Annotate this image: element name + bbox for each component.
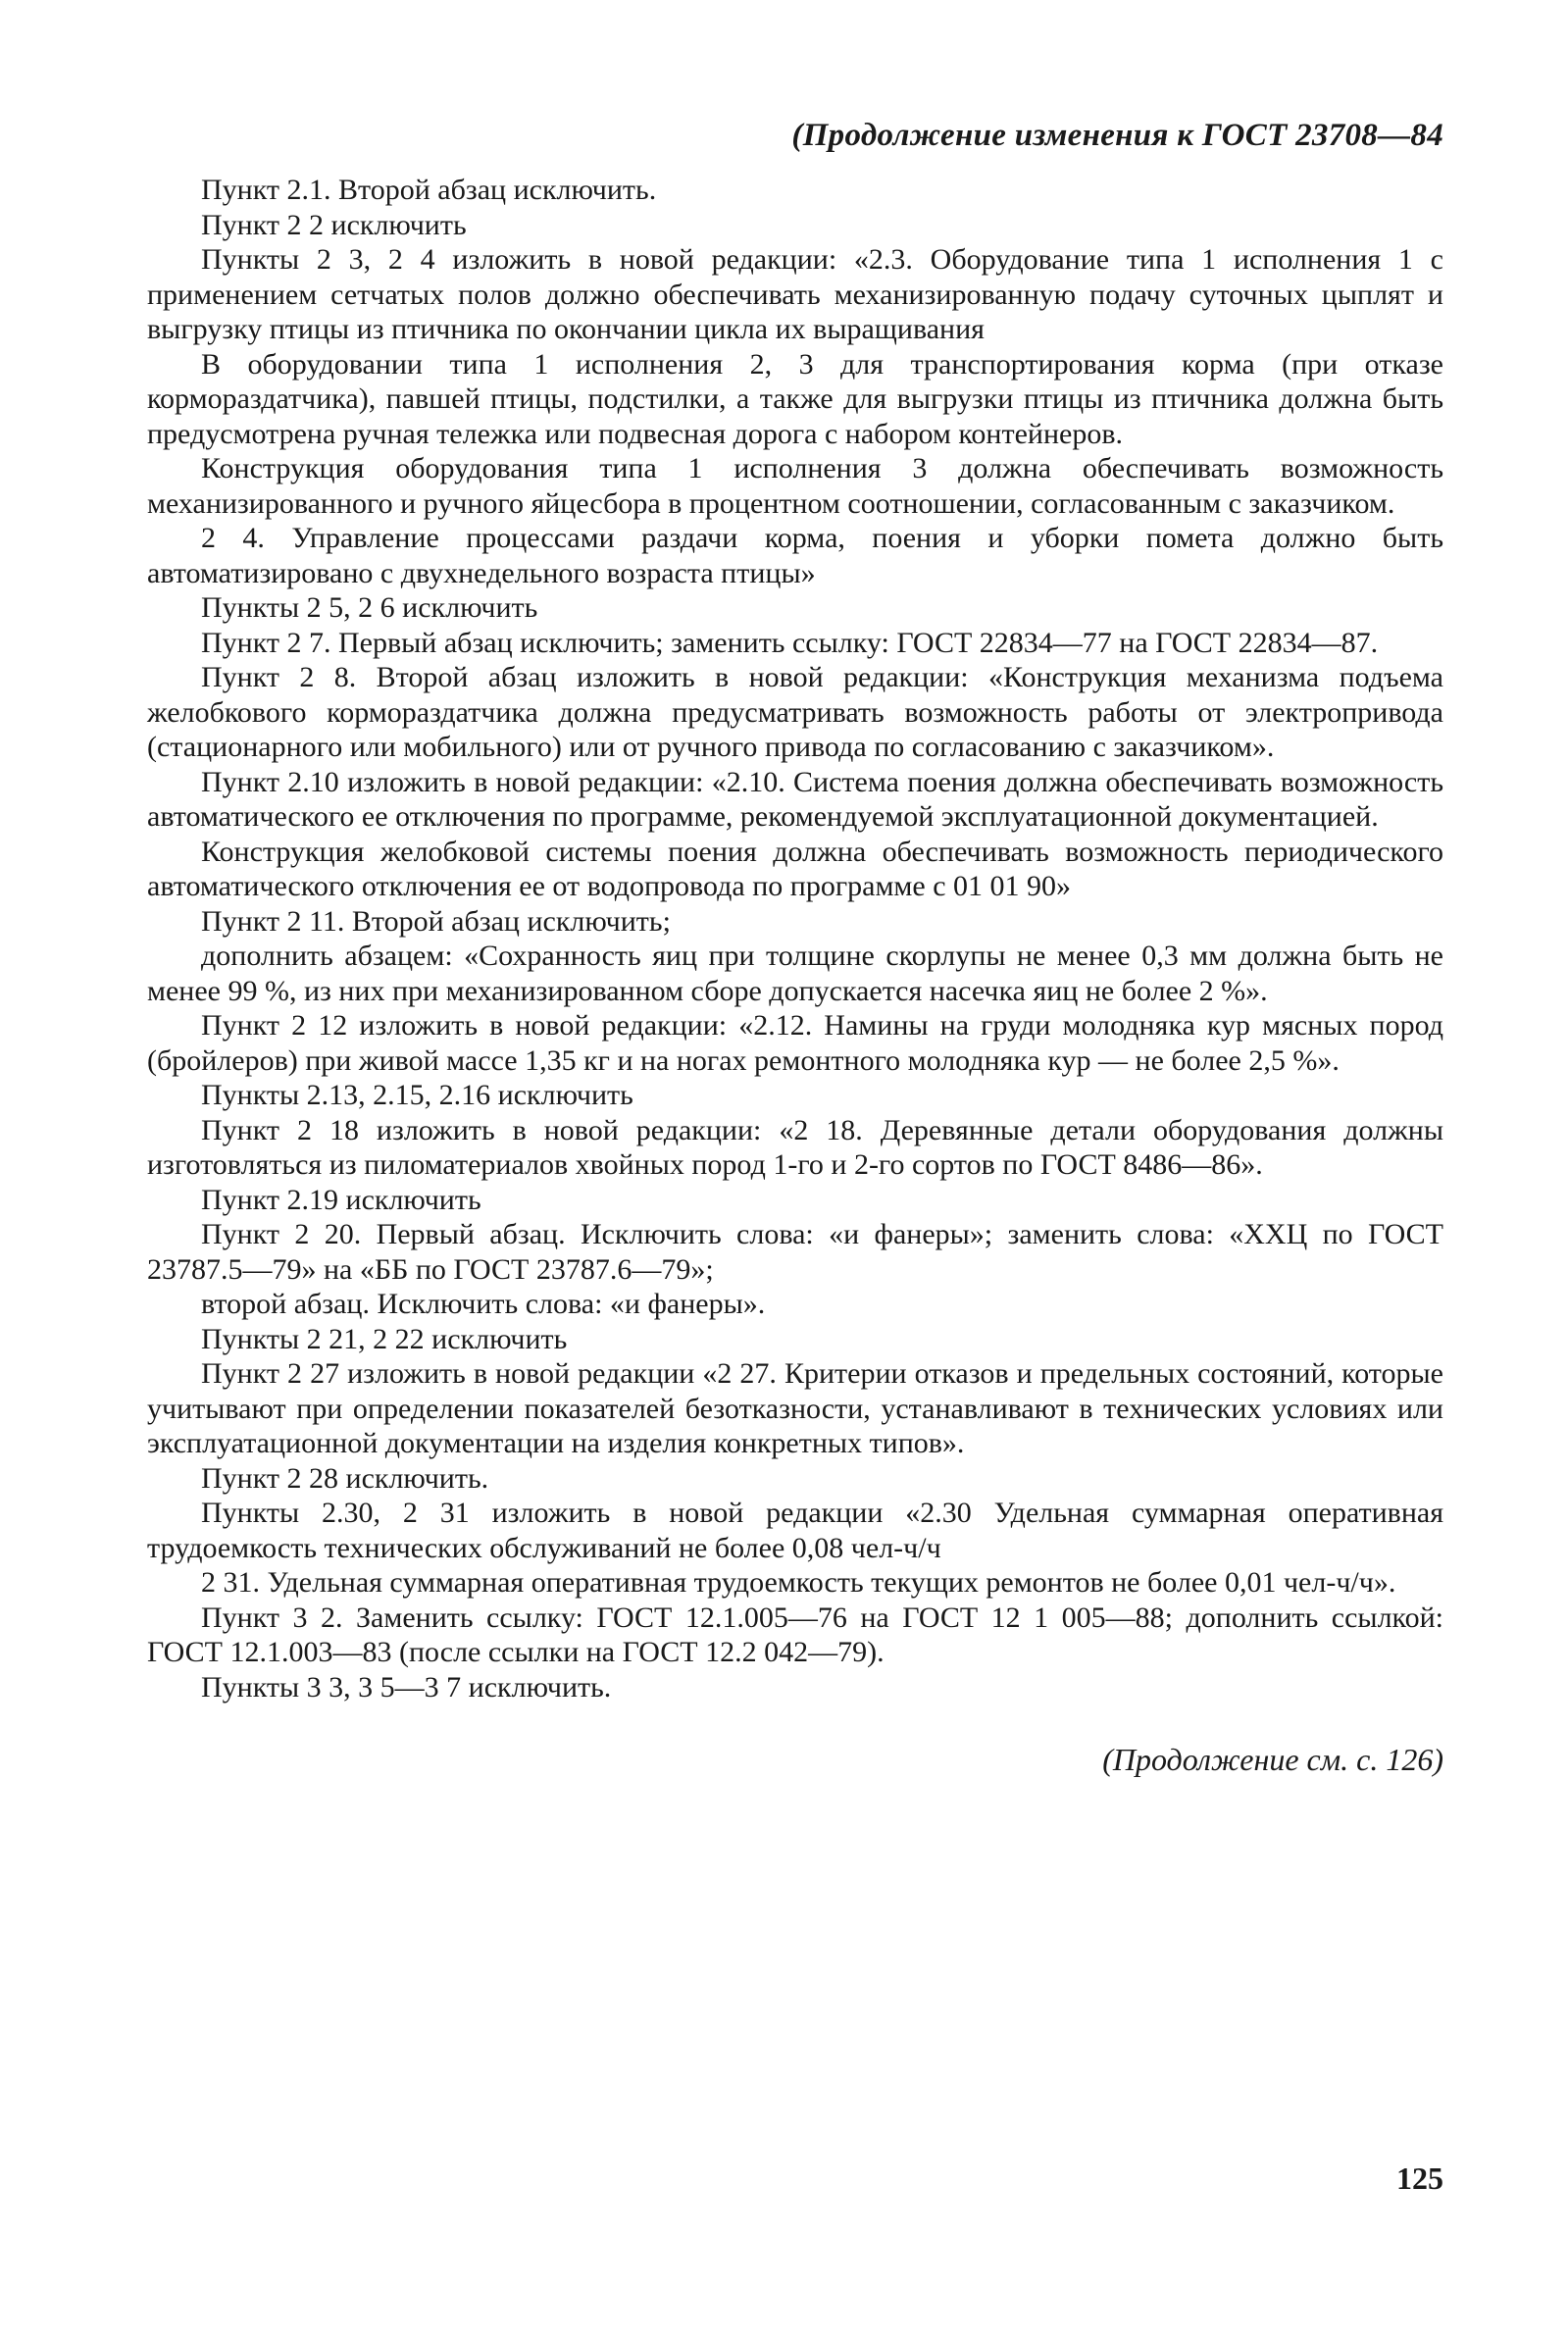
paragraph: 2 4. Управление процессами раздачи корма, поения и уборки помета должно быть автоматизировано с двухнедельного возраста птицы» bbox=[147, 522, 1443, 589]
paragraph: Пункт 2.1. Второй абзац исключить. bbox=[201, 174, 657, 206]
paragraph: Пункты 3 3, 3 5—3 7 исключить. bbox=[201, 1670, 612, 1703]
paragraph: Пункт 2 8. Второй абзац изложить в новой редакции: «Конструкция механизма подъема желобкового кормораздатчика должна предусматривать возможность работы от электропривода (стационарного или мобильного) или от ручного привода по согласованию с заказчиком». bbox=[147, 661, 1443, 763]
paragraph: Пункты 2 3, 2 4 изложить в новой редакции: «2.3. Оборудование типа 1 исполнения 1 с применением сетчатых полов должно обеспечивать механизированную подачу суточных цыплят и выгрузку птицы из птичника по окончании цикла их выращивания bbox=[147, 243, 1443, 345]
paragraph: Пункт 2 18 изложить в новой редакции: «2 18. Деревянные детали оборудования должны изготовляться из пиломатериалов хвойных пород 1-го и 2-го сортов по ГОСТ 8486—86». bbox=[147, 1113, 1443, 1181]
continuation-footer: (Продолжение см. с. 126) bbox=[1102, 1742, 1443, 1777]
paragraph: Пункт 2 7. Первый абзац исключить; заменить ссылку: ГОСТ 22834—77 на ГОСТ 22834—87. bbox=[201, 626, 1379, 659]
paragraph: Пункты 2.13, 2.15, 2.16 исключить bbox=[201, 1079, 633, 1111]
paragraph: Пункт 2.19 исключить bbox=[201, 1183, 481, 1216]
paragraph: Пункт 2 28 исключить. bbox=[201, 1461, 489, 1495]
paragraph: Пункт 2.10 изложить в новой редакции: «2.10. Система поения должна обеспечивать возможность автоматического ее отключения по программе, рекомендуемой эксплуатационной документацией. bbox=[147, 765, 1443, 833]
document-body bbox=[147, 173, 1443, 1704]
document-page bbox=[147, 116, 1443, 1779]
paragraph: Пункт 2 27 изложить в новой редакции «2 27. Критерии отказов и предельных состояний, которые учитывают при определении показателей безотказности, устанавливают в технических условиях или эксплуатационной документации на изделия конкретных типов». bbox=[147, 1357, 1443, 1459]
paragraph: Пункт 2 2 исключить bbox=[201, 208, 467, 241]
paragraph: В оборудовании типа 1 исполнения 2, 3 для транспортирования корма (при отказе кормораздатчика), павшей птицы, подстилки, а также для выгрузки птицы из птичника должна быть предусмотрена ручная тележка или подвесная дорога с набором контейнеров. bbox=[147, 347, 1443, 450]
paragraph: Пункты 2 21, 2 22 исключить bbox=[201, 1322, 568, 1355]
paragraph: Пункты 2.30, 2 31 изложить в новой редакции «2.30 Удельная суммарная оперативная трудоемкость технических обслуживаний не более 0,08 чел-ч/ч bbox=[147, 1497, 1443, 1564]
page-number: 125 bbox=[1396, 2161, 1443, 2196]
paragraph: Конструкция желобковой системы поения должна обеспечивать возможность периодического автоматического отключения ее от водопровода по программе с 01 01 90» bbox=[147, 835, 1443, 902]
paragraph: второй абзац. Исключить слова: «и фанеры». bbox=[201, 1288, 766, 1320]
paragraph: Конструкция оборудования типа 1 исполнения 3 должна обеспечивать возможность механизированного и ручного яйцесбора в процентном соотношении, согласованным с заказчиком. bbox=[147, 452, 1443, 520]
paragraph: Пункты 2 5, 2 6 исключить bbox=[201, 591, 538, 624]
paragraph: Пункт 2 12 изложить в новой редакции: «2.12. Намины на груди молодняка кур мясных пород (бройлеров) при живой массе 1,35 кг и на ногах ремонтного молодняка кур — не более 2,5 %». bbox=[147, 1009, 1443, 1077]
paragraph: дополнить абзацем: «Сохранность яиц при толщине скорлупы не менее 0,3 мм должна быть не менее 99 %, из них при механизированном сборе допускается насечка яиц не более 2 %». bbox=[147, 940, 1443, 1007]
paragraph: Пункт 3 2. Заменить ссылку: ГОСТ 12.1.005—76 на ГОСТ 12 1 005—88; дополнить ссылкой: ГОСТ 12.1.003—83 (после ссылки на ГОСТ 12.2 042—79). bbox=[147, 1601, 1443, 1668]
paragraph: 2 31. Удельная суммарная оперативная трудоемкость текущих ремонтов не более 0,01 чел-ч/ч». bbox=[201, 1566, 1396, 1599]
paragraph: Пункт 2 20. Первый абзац. Исключить слова: «и фанеры»; заменить слова: «ХХЦ по ГОСТ 23787.5—79» на «ББ по ГОСТ 23787.6—79»; bbox=[147, 1218, 1443, 1286]
paragraph: Пункт 2 11. Второй абзац исключить; bbox=[201, 904, 671, 938]
continuation-header: (Продолжение изменения к ГОСТ 23708—84 bbox=[791, 118, 1443, 153]
